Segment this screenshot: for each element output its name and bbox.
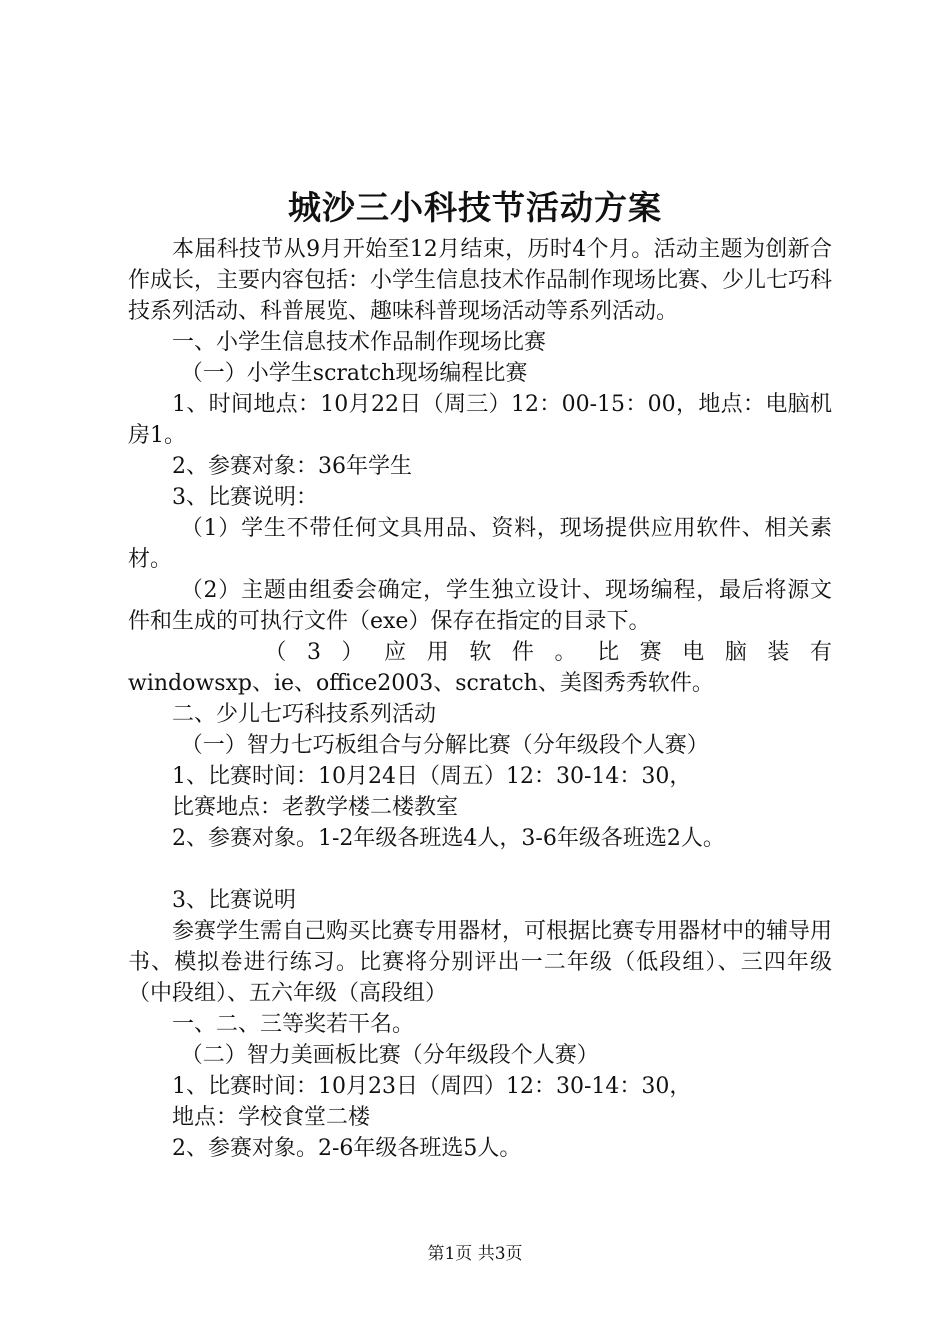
paragraph-rule-1: （1）学生不带任何文具用品、资料，现场提供应用软件、相关素材。 bbox=[128, 516, 832, 572]
paragraph-contest-time: 1、比赛时间：10月24日（周五）12：30-14：30， bbox=[172, 764, 692, 789]
paragraph-contest-location: 比赛地点：老教学楼二楼教室 bbox=[172, 795, 459, 820]
page-number-footer: 第1页 共3页 bbox=[427, 1244, 523, 1264]
subsection-heading-1-1: （一）小学生scratch现场编程比赛 bbox=[180, 361, 528, 386]
paragraph-contest-rules: 参赛学生需自己购买比赛专用器材，可根据比赛专用器材中的辅导用书、模拟卷进行练习。比赛将分别评出一二年级（低段组）、三四年级（中段组）、五六年级（高段组） bbox=[128, 919, 833, 1006]
section-heading-1: 一、小学生信息技术作品制作现场比赛 bbox=[172, 330, 547, 355]
paragraph-rule-2: （2）主题由组委会确定，学生独立设计、现场编程，最后将源文件和生成的可执行文件（exe）保存在指定的目录下。 bbox=[128, 578, 832, 634]
paragraph-drawing-participants: 2、参赛对象。2-6年级各班选5人。 bbox=[172, 1136, 522, 1161]
subsection-heading-2-1: （一）智力七巧板组合与分解比赛（分年级段个人赛） bbox=[180, 733, 709, 758]
paragraph-rule-3: （3）应用软件。比赛电脑装有 bbox=[264, 640, 832, 665]
document-body bbox=[128, 234, 832, 1164]
intro-paragraph: 本届科技节从9月开始至12月结束，历时4个月。活动主题为创新合作成长，主要内容包括：小学生信息技术作品制作现场比赛、少儿七巧科技系列活动、科普展览、趣味科普现场活动等系列活动。 bbox=[128, 237, 833, 324]
blank-line bbox=[128, 854, 832, 885]
paragraph-participants: 2、参赛对象：36年学生 bbox=[172, 454, 412, 479]
paragraph-drawing-time: 1、比赛时间：10月23日（周四）12：30-14：30， bbox=[172, 1074, 692, 1099]
subsection-heading-2-2: （二）智力美画板比赛（分年级段个人赛） bbox=[180, 1043, 599, 1068]
paragraph-contest-participants: 2、参赛对象。1-2年级各班选4人，3-6年级各班选2人。 bbox=[172, 826, 725, 851]
section-heading-2: 二、少儿七巧科技系列活动 bbox=[172, 702, 437, 727]
document-title: 城沙三小科技节活动方案 bbox=[288, 188, 662, 227]
paragraph-rules-heading: 3、比赛说明： bbox=[172, 485, 318, 510]
paragraph-time-location: 1、时间地点：10月22日（周三）12：00-15：00，地点：电脑机房1。 bbox=[128, 392, 832, 448]
paragraph-contest-rules-heading: 3、比赛说明 bbox=[172, 888, 296, 913]
paragraph-drawing-location: 地点：学校食堂二楼 bbox=[172, 1105, 371, 1130]
paragraph-software-list: windowsxp、ie、office2003、scratch、美图秀秀软件。 bbox=[128, 671, 714, 696]
paragraph-awards: 一、二、三等奖若干名。 bbox=[172, 1012, 415, 1037]
